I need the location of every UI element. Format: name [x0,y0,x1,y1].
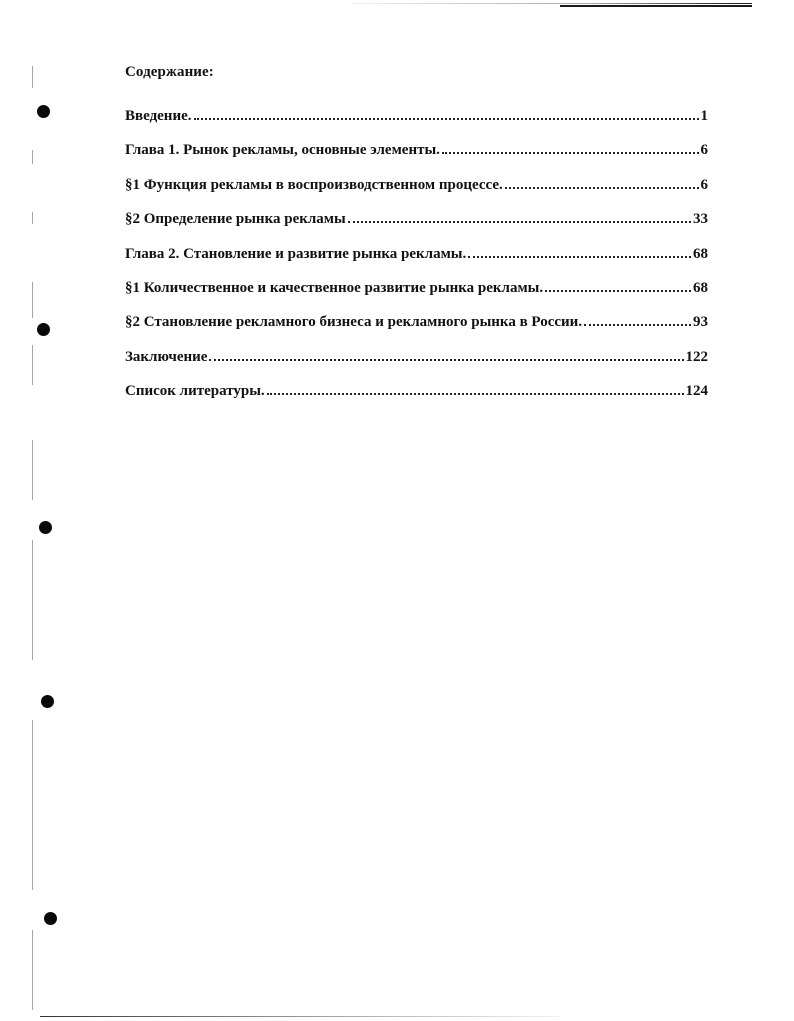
scan-edge-top [352,3,752,4]
toc-entry-label: Заключение [125,348,208,365]
toc-entry-label: §2 Определение рынка рекламы [125,211,346,228]
toc-entry-label: §1 Количественное и качественное развитие рынка рекламы. [125,279,544,296]
toc-entry-chapter-2 [125,245,708,279]
scan-edge-bottom [40,1016,560,1017]
toc-entry-page: 68 [693,279,708,296]
toc-entry-conclusion [125,348,708,382]
dot-leader [505,187,699,189]
margin-mark [32,66,33,88]
toc-entry-page: 124 [685,383,708,400]
toc-entry-chapter-2-section-1 [125,279,708,313]
table-of-contents [125,64,708,417]
margin-mark [32,282,33,318]
dot-leader [194,118,699,120]
dot-leader [267,393,684,395]
toc-entry-chapter-1 [125,141,708,175]
toc-entry-introduction [125,107,708,141]
toc-entry-chapter-2-section-2 [125,313,708,347]
toc-list [125,107,708,417]
toc-entry-page: 68 [693,245,708,262]
toc-entry-page: 6 [700,142,708,159]
punch-hole [44,912,57,925]
toc-entry-page: 33 [693,211,708,228]
dot-leader [584,324,691,326]
margin-mark [32,345,33,385]
toc-entry-label: §2 Становление рекламного бизнеса и рекламного рынка в России. [125,314,583,331]
margin-mark [32,540,33,660]
toc-entry-page: 122 [685,348,708,365]
dot-leader [468,256,691,258]
toc-title: Содержание: [125,64,214,80]
punch-hole [39,521,52,534]
dot-leader [209,359,683,361]
punch-hole [37,105,50,118]
scan-edge-top-dark [560,5,752,7]
punch-hole [37,323,50,336]
toc-entry-label: Список литературы. [125,383,265,400]
toc-entry-page: 6 [700,176,708,193]
toc-entry-label: Введение. [125,108,192,124]
toc-entry-page: 93 [693,314,708,331]
toc-entry-label: §1 Функция рекламы в воспроизводственном процессе. [125,176,503,193]
toc-entry-page: 1 [700,108,708,124]
toc-entry-chapter-1-section-1 [125,176,708,210]
margin-mark [32,212,33,224]
margin-mark [32,930,33,1010]
punch-hole [41,695,54,708]
toc-entry-label: Глава 2. Становление и развитие рынка рекламы. [125,245,467,262]
margin-mark [32,440,33,500]
dot-leader [348,221,691,223]
margin-mark [32,150,33,164]
toc-entry-label: Глава 1. Рынок рекламы, основные элементы. [125,142,440,159]
margin-mark [32,720,33,890]
toc-entry-bibliography [125,382,708,416]
dot-leader [442,152,699,154]
toc-entry-chapter-1-section-2 [125,210,708,244]
dot-leader [545,290,691,292]
